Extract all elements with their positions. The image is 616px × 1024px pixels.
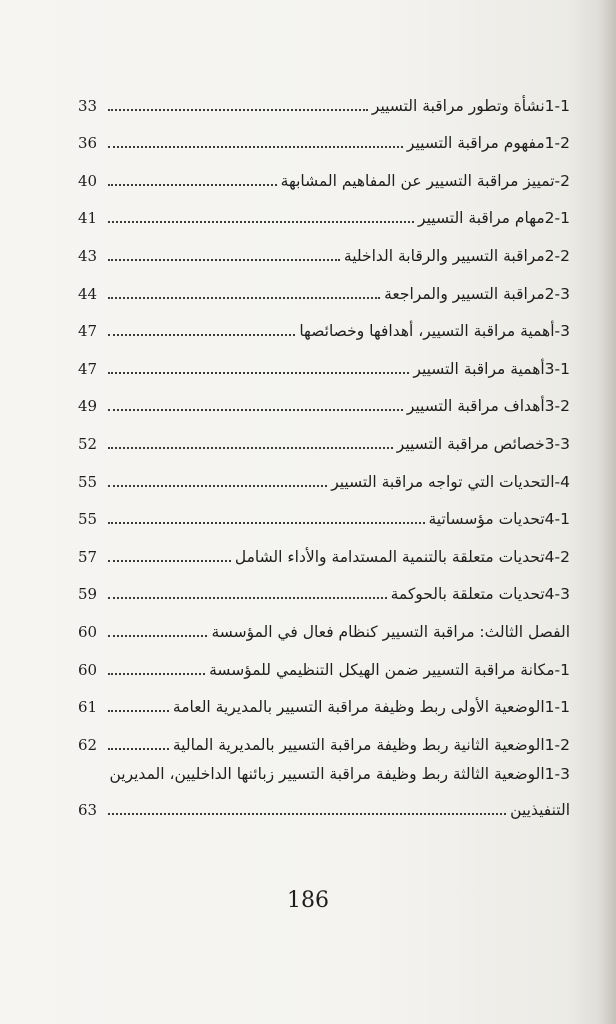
toc-entry-title: 2-1مهام مراقبة التسيير — [418, 209, 570, 227]
toc-entry-page: 62 — [78, 736, 98, 754]
toc-entry-page: 60 — [78, 661, 98, 679]
toc-entry-title: 3-1أهمية مراقبة التسيير — [413, 360, 570, 378]
toc-entry-page: 44 — [78, 285, 98, 303]
toc-entry — [78, 86, 570, 116]
dot-leader — [108, 297, 380, 299]
dot-leader — [108, 560, 231, 562]
dot-leader — [108, 259, 340, 261]
toc-entry-line2 — [78, 800, 570, 820]
toc-entry-title: 1-1نشأة وتطور مراقبة التسيير — [371, 97, 570, 115]
toc-entry — [78, 537, 570, 567]
toc-entry — [78, 161, 570, 191]
dot-leader — [108, 409, 403, 411]
toc-entry — [78, 386, 570, 416]
toc-entry — [78, 349, 570, 379]
page-number: 186 — [287, 888, 329, 913]
dot-leader — [108, 813, 506, 815]
toc-entry-title: 4-3تحديات متعلقة بالحوكمة — [390, 585, 570, 603]
toc-entry-page: 60 — [78, 623, 98, 641]
dot-leader — [108, 485, 327, 487]
dot-leader — [108, 447, 393, 449]
toc-entry — [78, 236, 570, 266]
dot-leader — [108, 372, 409, 374]
toc-entry-title: 4-2تحديات متعلقة بالتنمية المستدامة والأداء الشامل — [234, 548, 570, 566]
toc-entry-title: 4-1تحديات مؤسساتية — [428, 510, 570, 528]
toc-entry-page: 47 — [78, 322, 98, 340]
toc-entry — [78, 424, 570, 454]
dot-leader — [108, 146, 403, 148]
toc-entry-title: 4-التحديات التي تواجه مراقبة التسيير — [331, 473, 570, 491]
toc-entry-chapter — [78, 612, 570, 642]
toc-entry-title: 2-تمييز مراقبة التسيير عن المفاهيم المشابهة — [280, 172, 570, 190]
dot-leader — [108, 748, 169, 750]
toc-entry-page: 36 — [78, 134, 98, 152]
toc-entry-multiline — [78, 762, 570, 822]
toc-entry-title: 2-2مراقبة التسيير والرقابة الداخلية — [343, 247, 570, 265]
toc-entry — [78, 687, 570, 717]
toc-entry-title: 3-3خصائص مراقبة التسيير — [396, 435, 570, 453]
toc-entry-page: 52 — [78, 435, 98, 453]
toc-entry-title: 1-1الوضعية الأولى ربط وظيفة مراقبة التسيير بالمديرية العامة — [172, 698, 570, 716]
toc-entry-page: 40 — [78, 172, 98, 190]
toc-entry — [78, 274, 570, 304]
dot-leader — [108, 334, 295, 336]
toc-entry-title: 3-أهمية مراقبة التسيير، أهدافها وخصائصها — [299, 322, 570, 340]
toc-entry-page: 63 — [78, 801, 98, 819]
toc-entry-page: 47 — [78, 360, 98, 378]
toc-entry — [78, 650, 570, 680]
toc-entry-title-line2: التنفيذيين — [510, 801, 570, 819]
dot-leader — [108, 597, 387, 599]
toc-entry-page: 57 — [78, 548, 98, 566]
toc-entry-title: 3-2أهداف مراقبة التسيير — [406, 397, 570, 415]
toc-entry-page: 59 — [78, 585, 98, 603]
toc-entry — [78, 311, 570, 341]
toc-entry-page: 55 — [78, 473, 98, 491]
toc-entry-title: 1-مكانة مراقبة التسيير ضمن الهيكل التنظيمي للمؤسسة — [209, 661, 570, 679]
dot-leader — [108, 109, 368, 111]
toc-entry — [78, 462, 570, 492]
toc-entry — [78, 499, 570, 529]
toc-entry-page: 41 — [78, 209, 98, 227]
dot-leader — [108, 673, 205, 675]
dot-leader — [108, 522, 425, 524]
toc-entry-page: 49 — [78, 397, 98, 415]
toc-entry-page: 43 — [78, 247, 98, 265]
dot-leader — [108, 635, 207, 637]
dot-leader — [108, 221, 414, 223]
toc-entry — [78, 725, 570, 755]
toc-entry-title-line1: 1-3الوضعية الثالثة ربط وظيفة مراقبة التسيير زبائنها الداخليين، المديرين — [109, 765, 570, 783]
toc-entry — [78, 198, 570, 228]
toc-entry-title: 1-2الوضعية الثانية ربط وظيفة مراقبة التسيير بالمديرية المالية — [172, 736, 570, 754]
page-edge-shadow — [598, 0, 616, 1024]
toc-entry — [78, 574, 570, 604]
toc-entry-page: 55 — [78, 510, 98, 528]
dot-leader — [108, 710, 169, 712]
toc-entry-page: 33 — [78, 97, 98, 115]
toc-entry-page: 61 — [78, 698, 98, 716]
toc-entry-title: 1-2مفهوم مراقبة التسيير — [406, 134, 570, 152]
toc-entry-title: الفصل الثالث: مراقبة التسيير كنظام فعال في المؤسسة — [211, 623, 570, 641]
dot-leader — [108, 184, 277, 186]
toc-entry-title: 2-3مراقبة التسيير والمراجعة — [384, 285, 570, 303]
toc-entry — [78, 123, 570, 153]
